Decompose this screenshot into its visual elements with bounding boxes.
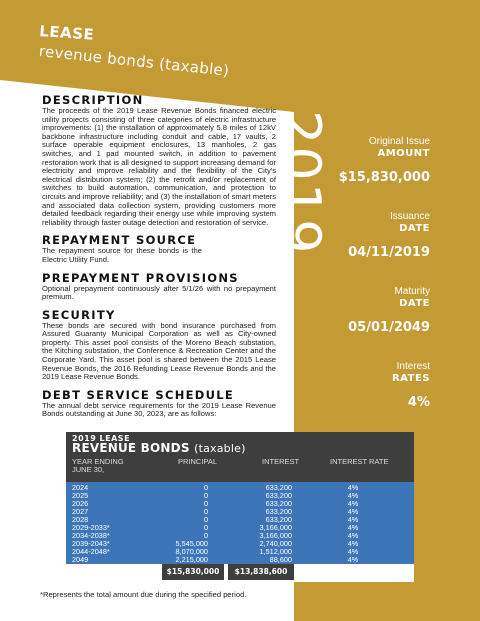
cell-year: 2025	[72, 491, 89, 500]
cell-interest: 633,200	[265, 499, 292, 508]
cell-year: 2027	[72, 507, 89, 516]
col-header-principal: PRINCIPAL	[178, 457, 218, 466]
cell-principal: 2,215,000	[175, 555, 208, 564]
cell-interest: 3,166,000	[259, 531, 292, 540]
footnote: *Represents the total amount due during the specified period.	[40, 590, 247, 599]
original-issue-label: Original Issue	[368, 136, 430, 147]
cell-interest: 633,200	[265, 491, 292, 500]
table-totals	[66, 564, 414, 582]
cell-interest: 633,200	[265, 483, 292, 492]
table-title-small: 2019 LEASE	[72, 434, 131, 443]
table-row	[66, 540, 414, 548]
col-header-interest: INTEREST	[262, 457, 300, 466]
issuance-label-b: DATE	[399, 223, 430, 234]
security-title: SECURITY	[42, 307, 116, 322]
cell-interest: 1,512,000	[259, 547, 292, 556]
cell-rate: 4%	[347, 499, 359, 508]
interest-label-b: RATES	[391, 373, 430, 384]
original-issue-value: $15,830,000	[338, 170, 430, 185]
cell-year: 2034-2038*	[72, 531, 110, 540]
debt-service-title: DEBT SERVICE SCHEDULE	[42, 387, 235, 402]
interest-value: 4%	[407, 395, 430, 410]
cell-year: 2029-2033*	[72, 523, 110, 532]
debt-service-table	[66, 432, 414, 582]
table-title-main: REVENUE BONDS	[72, 441, 190, 455]
repayment-source-body: The repayment source for these bonds is the Electric Utility Fund.	[42, 246, 202, 264]
cell-interest: 633,200	[265, 507, 292, 516]
cell-principal: 0	[203, 499, 208, 508]
original-issue-label-b: AMOUNT	[377, 148, 430, 159]
cell-principal: 0	[203, 483, 208, 492]
cell-principal: 0	[203, 531, 208, 540]
cell-rate: 4%	[347, 515, 359, 524]
cell-rate: 4%	[347, 539, 359, 548]
table-row	[66, 556, 414, 564]
cell-principal: 0	[203, 523, 208, 532]
col-header-year: YEAR ENDING JUNE 30,	[72, 457, 124, 474]
cell-principal: 0	[203, 491, 208, 500]
cell-year: 2044-2048*	[72, 547, 110, 556]
prepayment-title: PREPAYMENT PROVISIONS	[42, 270, 239, 285]
cell-principal: 5,545,000	[175, 539, 208, 548]
debt-service-body: The annual debt service requirements for the 2019 Lease Revenue Bonds outstanding at June 30, 2023, are as follows:	[42, 400, 276, 419]
description-title: DESCRIPTION	[42, 93, 144, 107]
cell-rate: 4%	[347, 483, 359, 492]
table-body	[66, 482, 414, 564]
cell-principal: 0	[203, 515, 208, 524]
description-body: The proceeds of the 2019 Lease Revenue Bonds financed electric utility projects consisting of three categories of electric infrastructure improvements: (1) the installation of approximately 5.8 miles of 12kV backbone infrastructure including conduit and cable, 17 vaults, 2 surface operable equipment enclosures, 13 manholes, 2 gas switches, and 1 pad mounted switch, in addition to pavement restoration work that is all designed to support increasing demand for electricity and improve reliability and the flexibility of the City's electrical distribution system; (2) the retrofit and/or replacement of switches to build automation, communication, and protection to circuits and improve reliability; and (3) the installation of smart meters and associated data collection system, providing customers more detailed feedback regarding their energy use while improving system reliability through faster outage detection and restoration of service.	[42, 106, 276, 227]
cell-year: 2039-2043*	[72, 539, 110, 548]
cell-rate: 4%	[347, 491, 359, 500]
total-interest: $13,838,600	[228, 564, 294, 580]
table-row	[66, 508, 414, 516]
table-row	[66, 548, 414, 556]
header-title: LEASE	[38, 22, 95, 44]
cell-year: 2049	[72, 555, 89, 564]
header-subtitle: revenue bonds (taxable)	[38, 42, 231, 80]
cell-rate: 4%	[347, 547, 359, 556]
prepayment-body: Optional prepayment continuously after 5/1/26 with no prepayment premium.	[42, 283, 276, 302]
col-header-rate: INTEREST RATE	[330, 457, 389, 466]
table-row	[66, 516, 414, 524]
cell-interest: 633,200	[265, 515, 292, 524]
issuance-label: Issuance	[389, 211, 430, 222]
total-principal: $15,830,000	[162, 564, 224, 580]
cell-rate: 4%	[347, 507, 359, 516]
table-row	[66, 524, 414, 532]
interest-label: Interest	[396, 361, 430, 372]
table-row	[66, 500, 414, 508]
cell-interest: 2,740,000	[259, 539, 292, 548]
main-content	[42, 94, 276, 426]
security-body: These bonds are secured with bond insurance purchased from Assured Guaranty Municipal Corporation as well as City-owned property. This asset pool consists of the Moreno Beach substation, the Kitching substation, the Conference & Recreation Center and the Corporate Yard. This asset pool is shared between the 2015 Lease Revenue Bonds, the 2016 Refunding Lease Revenue Bonds and the 2019 Lease Revenue Bonds.	[42, 320, 276, 382]
cell-year: 2024	[72, 483, 89, 492]
table-header	[66, 432, 414, 482]
cell-principal: 8,070,000	[175, 547, 208, 556]
issuance-value: 04/11/2019	[348, 245, 430, 260]
maturity-label: Maturity	[394, 286, 430, 297]
cell-rate: 4%	[347, 531, 359, 540]
cell-principal: 0	[203, 507, 208, 516]
cell-interest: 3,166,000	[259, 523, 292, 532]
table-title-big	[72, 441, 246, 455]
table-row	[66, 484, 414, 492]
table-row	[66, 492, 414, 500]
cell-year: 2026	[72, 499, 89, 508]
maturity-label-b: DATE	[399, 298, 430, 309]
cell-interest: 88,600	[269, 555, 292, 564]
cell-year: 2028	[72, 515, 89, 524]
key-facts-sidebar	[330, 136, 430, 410]
cell-rate: 4%	[347, 555, 359, 564]
table-row	[66, 532, 414, 540]
cell-rate: 4%	[347, 523, 359, 532]
table-title-tag: (taxable)	[194, 442, 246, 455]
maturity-value: 05/01/2049	[348, 320, 430, 335]
year-vertical: 2019	[269, 110, 332, 256]
repayment-source-title: REPAYMENT SOURCE	[42, 233, 197, 248]
